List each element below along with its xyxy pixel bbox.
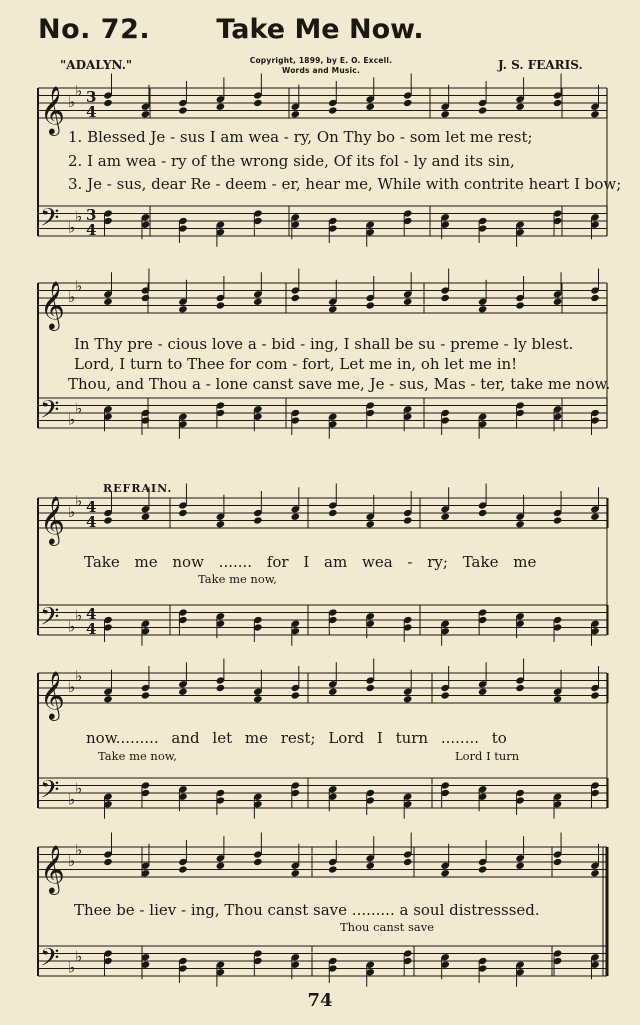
note-head (216, 301, 226, 309)
note-head (440, 110, 450, 118)
note-head (590, 513, 600, 521)
time-signature-digit: 4 (86, 221, 97, 239)
refrain-line-1: Take me now ....... for I am wea - ry; Take me (84, 553, 537, 571)
bass-clef-icon: 𝄢 (40, 203, 60, 239)
note-head (291, 691, 301, 699)
bass-clef-icon: 𝄢 (40, 775, 60, 811)
refrain-line-3-alto: Thou canst save (340, 920, 435, 934)
note-head (328, 509, 338, 517)
bass-clef-icon: 𝄢 (40, 943, 60, 979)
note-head (216, 862, 226, 870)
note-head (403, 516, 413, 524)
composer: J. S. FEARIS. (498, 58, 583, 72)
treble-clef-icon: 𝄞 (40, 495, 65, 544)
note-head (515, 520, 525, 528)
verse-2-line-2: Lord, I turn to Thee for com - fort, Let me in, oh let me in! (74, 355, 518, 373)
treble-clef-icon: 𝄞 (40, 85, 65, 134)
flat-sign-icon: ♭ (75, 666, 83, 685)
hymn-title: Take Me Now. (216, 14, 424, 45)
note-head (553, 99, 563, 107)
time-signature-digit: 4 (86, 513, 97, 531)
note-head (328, 688, 338, 696)
note-head (515, 684, 525, 692)
note-head (478, 865, 488, 873)
note-head (403, 298, 413, 306)
note-head (103, 298, 113, 306)
verse-1-line-2: In Thy pre - cious love a - bid - ing, I shall be su - preme - ly blest. (74, 335, 574, 353)
verse-3-line-1: 3. Je - sus, dear Re - deem - er, hear me, While with contrite heart I bow; (68, 175, 622, 193)
flat-sign-icon: ♭ (68, 958, 76, 977)
note-head (216, 520, 226, 528)
flat-sign-icon: ♭ (75, 276, 83, 295)
note-head (141, 513, 151, 521)
flat-sign-icon: ♭ (75, 779, 83, 798)
flat-sign-icon: ♭ (68, 288, 76, 306)
note-head (365, 862, 375, 870)
note-head (403, 858, 413, 866)
flat-sign-icon: ♭ (68, 678, 76, 696)
note-head (103, 858, 113, 866)
note-head (515, 103, 525, 111)
time-signature-digit: 4 (86, 498, 97, 516)
note-head (478, 509, 488, 517)
copyright-line: Copyright, 1899, by E. O. Excell. (249, 56, 393, 65)
flat-sign-icon: ♭ (75, 81, 83, 100)
note-head (141, 294, 151, 302)
note-head (478, 688, 488, 696)
flat-sign-icon: ♭ (68, 410, 76, 429)
note-head (440, 294, 450, 302)
note-head (365, 103, 375, 111)
note-head (515, 301, 525, 309)
verse-1-line-1: 1. Blessed Je - sus I am wea - ry, On Thy bo - som let me rest; (68, 128, 533, 146)
tune-name: "ADALYN." (60, 58, 133, 72)
note-head (440, 869, 450, 877)
note-head (178, 865, 188, 873)
note-head (291, 513, 301, 521)
treble-clef-icon: 𝄞 (40, 670, 65, 719)
treble-clef-icon: 𝄞 (40, 280, 65, 329)
note-head (553, 516, 563, 524)
note-head (253, 858, 263, 866)
note-head (403, 99, 413, 107)
flat-sign-icon: ♭ (75, 207, 83, 226)
note-head (478, 305, 488, 313)
note-head (291, 110, 301, 118)
note-head (253, 99, 263, 107)
note-head (590, 691, 600, 699)
copyright-subline: Words and Music. (281, 66, 360, 75)
note-head (291, 869, 301, 877)
time-signature-digit: 4 (86, 103, 97, 121)
flat-sign-icon: ♭ (75, 840, 83, 859)
flat-sign-icon: ♭ (68, 790, 76, 809)
refrain-line-2-alto-b: Lord I turn (455, 749, 520, 763)
note-head (103, 99, 113, 107)
note-head (103, 695, 113, 703)
note-head (365, 520, 375, 528)
note-head (553, 298, 563, 306)
hymn-number: No. 72. (38, 14, 151, 45)
flat-sign-icon: ♭ (68, 617, 76, 636)
treble-clef-icon: 𝄞 (40, 844, 65, 893)
refrain-line-2-alto-a: Take me now, (98, 749, 177, 763)
note-head (253, 298, 263, 306)
note-head (103, 516, 113, 524)
time-signature-digit: 4 (86, 605, 97, 623)
flat-sign-icon: ♭ (75, 491, 83, 510)
note-head (440, 513, 450, 521)
note-head (178, 509, 188, 517)
refrain-line-3: Thee be - liev - ing, Thou canst save ......... a soul distresssed. (74, 901, 540, 919)
note-head (403, 695, 413, 703)
note-head (590, 869, 600, 877)
note-head (365, 301, 375, 309)
verse-3-line-2: Thou, and Thou a - lone canst save me, Je - sus, Mas - ter, take me now. (68, 375, 611, 393)
flat-sign-icon: ♭ (68, 852, 76, 870)
note-head (178, 106, 188, 114)
note-head (216, 103, 226, 111)
note-head (253, 695, 263, 703)
note-head (253, 516, 263, 524)
flat-sign-icon: ♭ (75, 606, 83, 625)
note-head (515, 862, 525, 870)
note-head (328, 865, 338, 873)
refrain-label: REFRAIN. (103, 482, 173, 495)
note-head (328, 106, 338, 114)
note-head (590, 110, 600, 118)
note-head (216, 684, 226, 692)
note-head (328, 305, 338, 313)
flat-sign-icon: ♭ (75, 399, 83, 418)
page-number: 74 (307, 990, 333, 1011)
note-head (141, 110, 151, 118)
note-head (291, 294, 301, 302)
flat-sign-icon: ♭ (75, 947, 83, 966)
time-signature-digit: 4 (86, 620, 97, 638)
note-head (178, 305, 188, 313)
note-head (440, 691, 450, 699)
bass-clef-icon: 𝄢 (40, 395, 60, 431)
note-head (553, 858, 563, 866)
verse-2-line-1: 2. I am wea - ry of the wrong side, Of its fol - ly and its sin, (68, 152, 515, 170)
note-head (141, 691, 151, 699)
note-head (478, 106, 488, 114)
note-head (365, 684, 375, 692)
note-head (590, 294, 600, 302)
note-head (553, 695, 563, 703)
note-head (178, 688, 188, 696)
refrain-line-1-alto: Take me now, (198, 572, 277, 586)
bass-clef-icon: 𝄢 (40, 602, 60, 638)
refrain-line-2: now......... and let me rest; Lord I turn ........ to (86, 729, 507, 747)
time-signature-digit: 3 (86, 206, 97, 224)
time-signature-digit: 3 (86, 88, 97, 106)
flat-sign-icon: ♭ (68, 218, 76, 237)
flat-sign-icon: ♭ (68, 503, 76, 521)
flat-sign-icon: ♭ (68, 93, 76, 111)
